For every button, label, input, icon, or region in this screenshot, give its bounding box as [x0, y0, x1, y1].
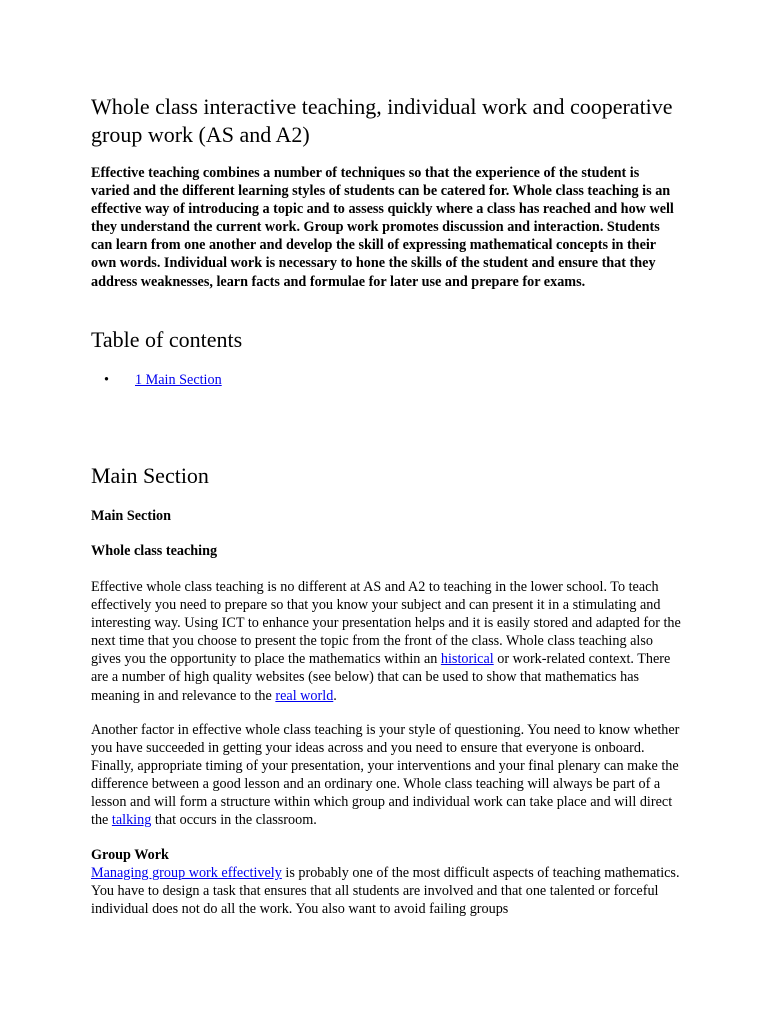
toc-link-main-section[interactable]: 1 Main Section [135, 372, 222, 388]
intro-paragraph: Effective teaching combines a number of techniques so that the experience of the student is varied and the different learning styles of students can be catered for. Whole class teaching is an effective way of introducing a topic and to assess quickly where a class has reached and how well they understand the current work. Group work promotes discussion and interaction. Students can learn from one another and develop the skill of expressing mathematical concepts in their own words. Individual work is necessary to hone the skills of the student and ensure that they address weaknesses, learn facts and formulae for later use and prepare for exams. [91, 165, 674, 290]
historical-link[interactable]: historical [440, 651, 494, 668]
whole-class-teaching-heading: Whole class teaching [91, 543, 218, 559]
group-work-heading: Group Work [91, 847, 169, 863]
paragraph-text: . [333, 687, 337, 704]
whole-class-paragraph-1 [91, 578, 681, 705]
toc-item [91, 371, 222, 389]
paragraph-text: Effective whole class teaching is no different at AS and A2 to teaching in the lower school. To teach effectively you need to prepare so that you know your subject and can present it in a stimulating and interesting way. Using ICT to enhance your presentation helps and it is easily stored and adapted for the next time that you choose to present the topic from the front of the class. Whole class teaching also gives you the opportunity to place the mathematics within an [91, 579, 681, 668]
group-work-paragraph [91, 864, 681, 918]
main-section-heading: Main Section [91, 463, 209, 488]
talking-link[interactable]: talking [111, 812, 152, 829]
toc-list [91, 371, 222, 389]
real-world-link[interactable]: real world [275, 687, 334, 704]
paragraph-text: that occurs in the classroom. [151, 812, 317, 829]
page-title: Whole class interactive teaching, individual work and cooperative group work (AS and A2) [91, 94, 673, 147]
paragraph-text: is probably one of the most difficult aspects of teaching mathematics. You have to design a task that ensures that all students are involved and that one talented or forceful individual does not do all the work. You also want to avoid failing groups [91, 865, 680, 918]
managing-group-work-link[interactable]: Managing group work effectively [91, 865, 282, 881]
paragraph-text: or work-related context. There are a number of high quality websites (see below) that can be used to show that mathematics has meaning in and relevance to the [91, 651, 671, 704]
paragraph-text: Another factor in effective whole class teaching is your style of questioning. You need to know whether you have succeeded in getting your ideas across and you need to ensure that everyone is onboard. Finally, appropriate timing of your presentation, your interventions and your final plenary can make the difference between a good lesson and an ordinary one. Whole class teaching will always be part of a lesson and will form a structure within which group and individual work can take place and will direct the [91, 722, 680, 829]
whole-class-paragraph-2 [91, 721, 681, 830]
toc-heading: Table of contents [91, 327, 243, 352]
bullet-icon: • [104, 372, 109, 388]
main-section-subheading: Main Section [91, 508, 171, 524]
